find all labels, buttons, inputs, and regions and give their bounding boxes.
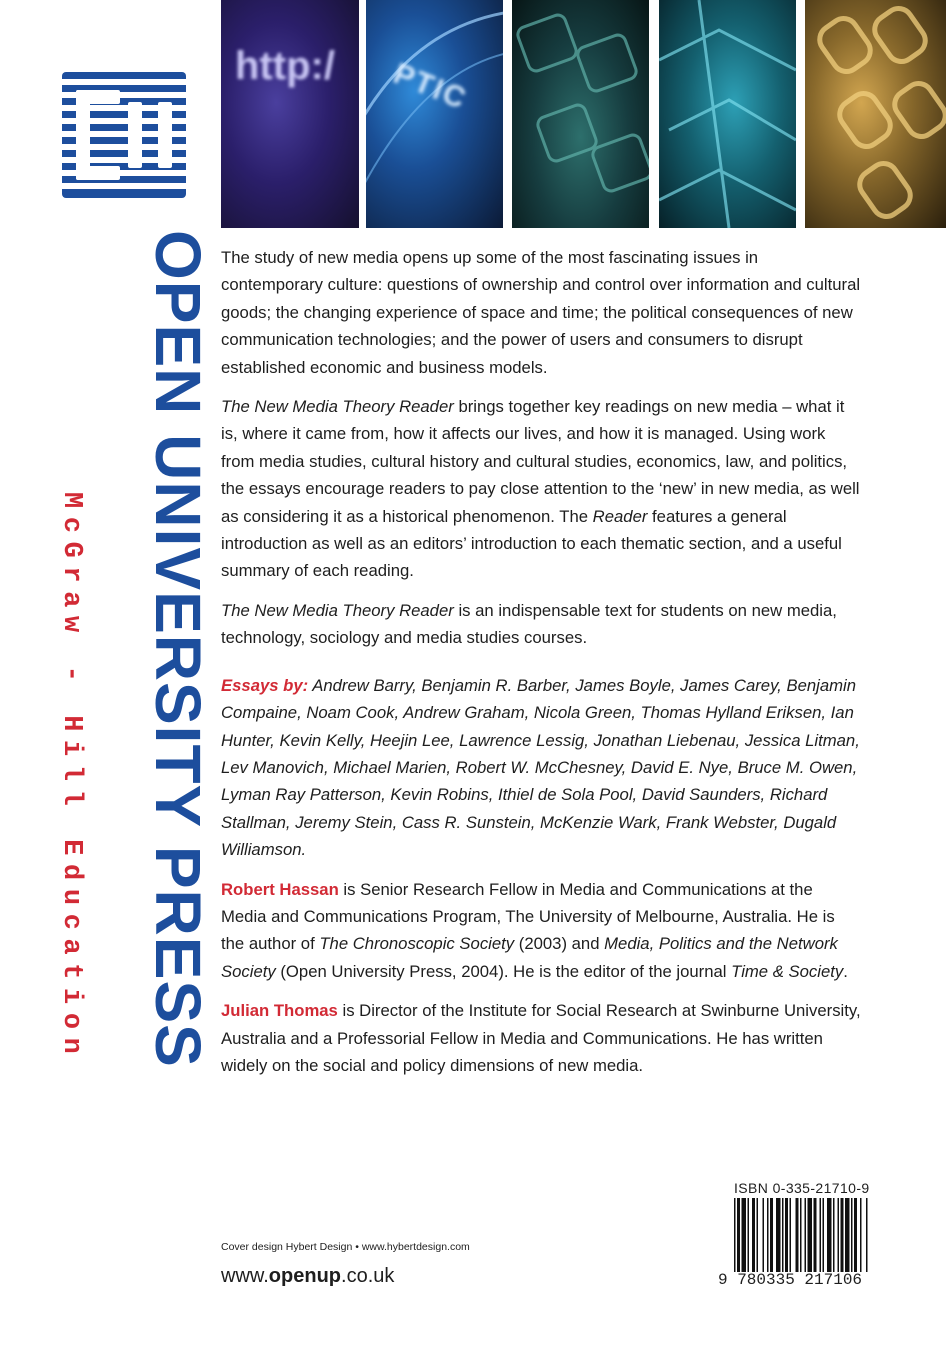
barcode-bar bbox=[827, 1198, 832, 1272]
barcode-bar bbox=[737, 1198, 740, 1272]
barcode-bar bbox=[796, 1198, 799, 1272]
isbn-label: ISBN 0-335-21710-9 bbox=[734, 1180, 870, 1196]
book-title: The New Media Theory Reader bbox=[221, 600, 454, 620]
editor-bio-thomas: Julian Thomas is Director of the Institute for Social Research at Swinburne University, Australia and a Professorial Fellow in Media and Communications. He has written widely on the social and policy dimensions of new media. bbox=[221, 1001, 861, 1075]
barcode-bar bbox=[833, 1198, 835, 1272]
barcode-bar bbox=[841, 1198, 844, 1272]
barcode-bar bbox=[782, 1198, 784, 1272]
back-cover-text bbox=[221, 244, 861, 1091]
cover-image-http bbox=[221, 0, 359, 228]
barcode-bar bbox=[823, 1198, 825, 1272]
editor-name: Julian Thomas bbox=[221, 1001, 338, 1021]
barcode-bar bbox=[845, 1198, 850, 1272]
barcode-digits: 9 780335 217106 bbox=[718, 1271, 863, 1289]
barcode-bar bbox=[742, 1198, 747, 1272]
barcode-bar bbox=[776, 1198, 781, 1272]
barcode-bar bbox=[734, 1198, 736, 1272]
barcode-bar bbox=[763, 1198, 765, 1272]
barcode-bar bbox=[748, 1198, 750, 1272]
cover-image-http-text: http:/ bbox=[235, 44, 335, 88]
cover-image-optic-text: PTIC bbox=[388, 56, 472, 117]
barcode-bar bbox=[808, 1198, 813, 1272]
book-title: The New Media Theory Reader bbox=[221, 397, 454, 417]
barcode-bar bbox=[770, 1198, 773, 1272]
barcode-bar bbox=[785, 1198, 788, 1272]
blurb-paragraph-1: The study of new media opens up some of the most fascinating issues in contemporary culture: questions of ownership and control over information and cultural goods; the changing experience of space and time; the political consequences of new communication technologies; and the power of users and consumers to disrupt established economic and business models. bbox=[221, 248, 861, 377]
cover-image-gold-keys bbox=[805, 0, 946, 228]
barcode-bar bbox=[854, 1198, 857, 1272]
barcode-bar bbox=[757, 1198, 759, 1272]
barcode-bar bbox=[838, 1198, 840, 1272]
editor-bio-hassan: Robert Hassan is Senior Research Fellow in Media and Communications at the Media and Communications Program, The University of Melbourne, Australia. He is the author of The Chronoscopic Society (2003) and Media, Politics and the Network Society (Open University Press, 2004). He is the editor of the journal Time & Society. bbox=[221, 879, 848, 981]
barcode-bar bbox=[820, 1198, 822, 1272]
essays-authors: Andrew Barry, Benjamin R. Barber, James Boyle, James Carey, Benjamin Compaine, Noam Cook, Andrew Graham, Nicola Green, Thomas Hylland Eriksen, Ian Hunter, Kevin Kelly, Heejin Lee, Lawrence Lessig, Jonathan Liebenau, Jessica Litman, Lev Manovich, Michael Marien, Robert W. McChesney, David E. Nye, Bruce M. Owen, Lyman Ray Patterson, Kevin Robins, Ithiel de Sola Pool, David Saunders, Richard Stallman, Jeremy Stein, Cass R. Sunstein, McKenzie Wark, Frank Webster, Dugald Williamson. bbox=[221, 675, 860, 860]
keyboard-keys bbox=[512, 0, 649, 228]
barcode-bar bbox=[814, 1198, 817, 1272]
circuit-lines bbox=[659, 0, 796, 228]
publisher-name: OPEN UNIVERSITY PRESS bbox=[142, 230, 214, 1068]
barcode-bar bbox=[800, 1198, 802, 1272]
blurb-paragraph-2: The New Media Theory Reader brings together key readings on new media – what it is, where it came from, how it affects our lives, and how it is managed. Using work from media studies, cultural history and cultural studies, economics, law, and politics, the essays encourage readers to pay close attention to the ‘new’ in new media, as well as considering it as a historical phenomenon. The Reader features a general introduction as well as an editors’ introduction to each thematic section, and a useful summary of each reading. bbox=[221, 397, 860, 581]
publisher-logo bbox=[62, 72, 186, 198]
cover-image-keyboard bbox=[512, 0, 649, 228]
barcode-bar bbox=[767, 1198, 769, 1272]
essays-list bbox=[221, 672, 861, 864]
essays-label: Essays by: bbox=[221, 675, 309, 695]
cover-design-credit: Cover design Hybert Design • www.hybertdesign.com bbox=[221, 1241, 470, 1253]
publisher-imprint: McGraw - Hill Education bbox=[56, 492, 86, 1063]
barcode-bar bbox=[866, 1198, 868, 1272]
gold-key-shapes bbox=[805, 0, 946, 228]
barcode-bar bbox=[860, 1198, 862, 1272]
barcode-bar bbox=[805, 1198, 807, 1272]
barcode-bar bbox=[851, 1198, 853, 1272]
publisher-url[interactable]: www.openup.co.uk bbox=[221, 1265, 395, 1287]
blurb-paragraph-3: The New Media Theory Reader is an indispensable text for students on new media, technology, sociology and media studies courses. bbox=[221, 600, 837, 648]
barcode bbox=[732, 1198, 912, 1272]
barcode-bar bbox=[752, 1198, 755, 1272]
optic-arcs bbox=[366, 0, 503, 228]
cover-image-circuit bbox=[659, 0, 796, 228]
cover-image-optic bbox=[366, 0, 503, 228]
barcode-bar bbox=[790, 1198, 792, 1272]
editor-name: Robert Hassan bbox=[221, 879, 339, 899]
